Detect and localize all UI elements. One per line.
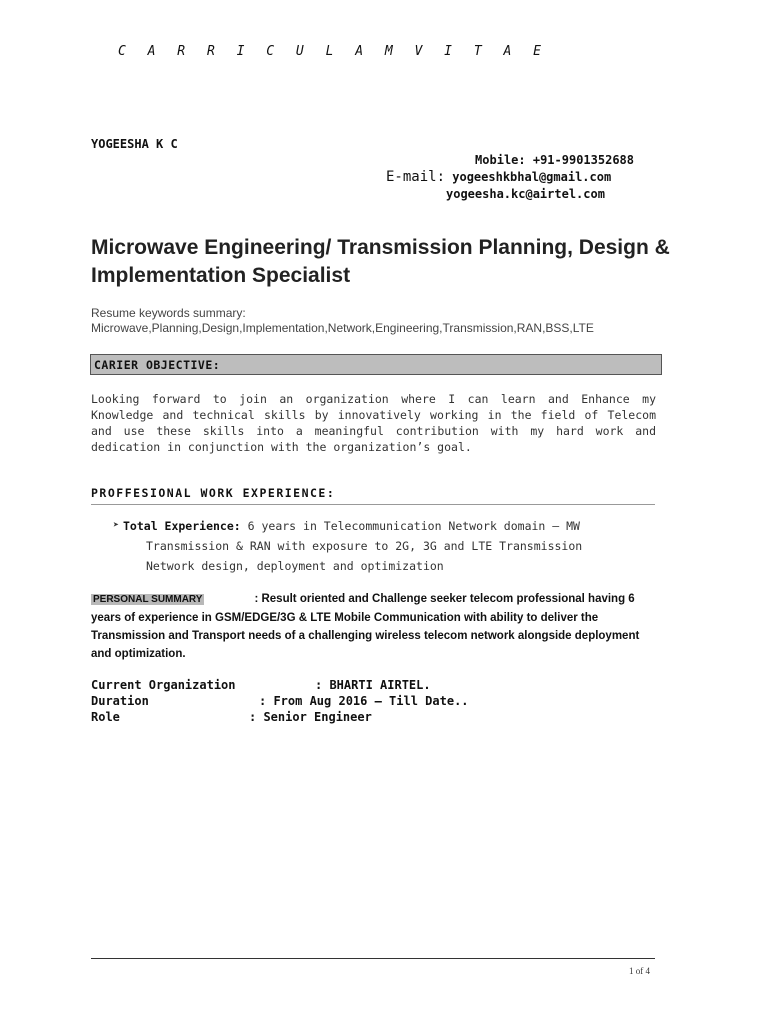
keywords-list: Microwave,Planning,Design,Implementation,Network,Engineering,Transmission,RAN,BSS,LTE — [91, 321, 594, 335]
organization-label: Current Organization — [91, 678, 236, 692]
duration-value: : From Aug 2016 – Till Date.. — [259, 694, 469, 708]
personal-summary-text: : Result oriented and Challenge seeker telecom professional having 6 years of experience in GSM/EDGE/3G & LTE Mobile Communication with ability to deliver the Transmission and Transport needs of a challenging wireless telecom network alongside deployment and optimization. — [91, 593, 640, 660]
total-experience-label: Total Experience: — [123, 519, 241, 533]
employment-details — [91, 677, 591, 725]
personal-summary-label: PERSONAL SUMMARY — [93, 594, 203, 605]
footer-divider — [91, 958, 655, 959]
email-row — [386, 169, 634, 186]
page-number: 1 of 4 — [629, 966, 650, 976]
detail-row-organization — [91, 677, 591, 693]
objective-text: Looking forward to join an organization where I can learn and Enhance my Knowledge and technical skills by innovatively working in the field of Telecom and use these skills into a meaningful contribution with my hard work and dedication in conjunction with the organization’s goal. — [91, 392, 656, 454]
personal-summary — [91, 590, 651, 663]
detail-row-role — [91, 709, 591, 725]
detail-row-duration — [91, 693, 591, 709]
candidate-name: YOGEESHA K C — [91, 137, 178, 151]
headline: Microwave Engineering/ Transmission Planning, Design & Implementation Specialist — [91, 236, 670, 287]
document-title: C A R R I C U L A M V I T A E — [118, 44, 548, 59]
experience-bullet — [113, 516, 633, 576]
email-label: E-mail: — [386, 169, 446, 185]
arrow-bullet-icon: ➤ — [113, 520, 120, 531]
keywords-label: Resume keywords summary: — [91, 306, 246, 320]
mobile-number: Mobile: +91-9901352688 — [475, 153, 634, 167]
keywords-section — [91, 306, 691, 336]
bullet-content — [113, 516, 633, 576]
duration-label: Duration — [91, 694, 149, 708]
role-label: Role — [91, 710, 120, 724]
experience-heading: PROFFESIONAL WORK EXPERIENCE: — [91, 486, 655, 505]
contact-block — [386, 152, 634, 203]
objective-heading: CARIER OBJECTIVE: — [94, 358, 221, 372]
email-primary: yogeeshkbhal@gmail.com — [452, 170, 612, 184]
email-secondary: yogeesha.kc@airtel.com — [446, 187, 605, 201]
organization-value: : BHARTI AIRTEL. — [315, 678, 431, 692]
total-experience-text: 6 years in Telecommunication Network domain – MW — [240, 519, 580, 533]
role-value: : Senior Engineer — [249, 710, 372, 724]
total-experience-continued: Transmission & RAN with exposure to 2G, 3G and LTE Transmission Network design, deployment and optimization — [146, 539, 583, 573]
objective-heading-box — [90, 354, 662, 375]
